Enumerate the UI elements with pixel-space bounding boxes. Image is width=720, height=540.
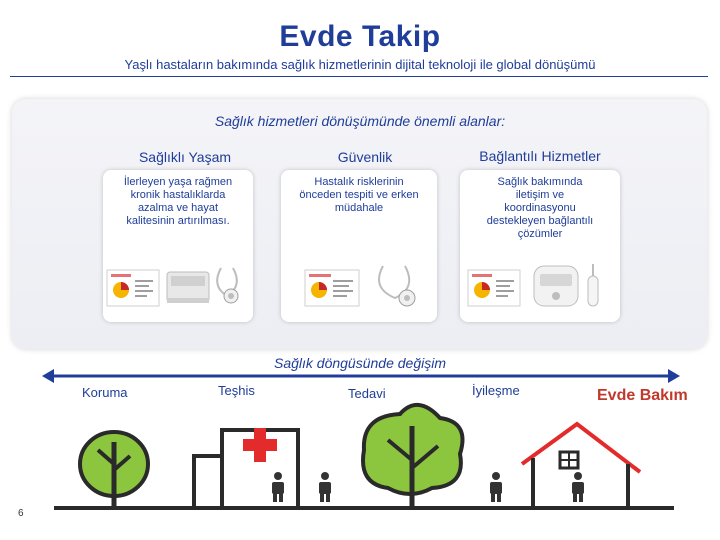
card-line: İlerleyen yaşa rağmen <box>123 176 233 188</box>
person-icon <box>272 472 284 502</box>
card-line: koordinasyonu <box>504 202 576 214</box>
card-text-connected-services <box>460 176 620 241</box>
card-line: azalma ve hayat <box>137 202 219 214</box>
card-line: çözümler <box>517 228 563 240</box>
devices-image <box>291 262 431 312</box>
header-divider <box>10 76 708 77</box>
card-line: kalitesinin artırılması. <box>126 215 230 227</box>
card-healthy-living <box>103 170 253 322</box>
devices-image <box>105 262 251 312</box>
stage-recovery: İyileşme <box>472 383 520 398</box>
person-icon <box>319 472 331 502</box>
person-icon <box>572 472 584 502</box>
card-line: destekleyen bağlantılı <box>486 215 594 227</box>
panel-heading: Sağlık hizmetleri dönüşümünde önemli alanlar: <box>214 113 506 129</box>
arrow-left-icon <box>42 369 54 383</box>
tree-icon <box>363 405 463 508</box>
cycle-heading: Sağlık döngüsünde değişim <box>273 355 446 371</box>
card-line: önceden tespiti ve erken <box>299 189 419 201</box>
card-text-safety <box>281 176 437 215</box>
card-line: Sağlık bakımında <box>497 176 583 188</box>
column-title-connected-services: Bağlantılı Hizmetler <box>479 148 601 164</box>
devices-image <box>464 262 614 314</box>
card-safety <box>281 170 437 322</box>
page-title: Evde Takip <box>279 20 441 53</box>
card-line: kronik hastalıklarda <box>130 189 226 201</box>
card-text-healthy-living <box>103 176 253 228</box>
person-icon <box>490 472 502 502</box>
card-connected-services <box>460 170 620 322</box>
card-line: iletişim ve <box>515 189 565 201</box>
card-line: Hastalık risklerinin <box>314 176 404 188</box>
page-subtitle: Yaşlı hastaların bakımında sağlık hizmetlerinin dijital teknoloji ile global dönüşümü <box>124 57 596 72</box>
page-number: 6 <box>18 508 24 519</box>
column-title-healthy-living: Sağlıklı Yaşam <box>138 149 232 165</box>
stage-home-care: Evde Bakım <box>597 387 688 404</box>
stage-diagnosis: Teşhis <box>218 383 255 398</box>
stage-prevention: Koruma <box>82 385 128 400</box>
tree-icon <box>80 432 148 508</box>
card-line: müdahale <box>334 202 384 214</box>
column-title-safety: Güvenlik <box>337 149 393 165</box>
stage-treatment: Tedavi <box>348 386 386 401</box>
arrow-right-icon <box>668 369 680 383</box>
